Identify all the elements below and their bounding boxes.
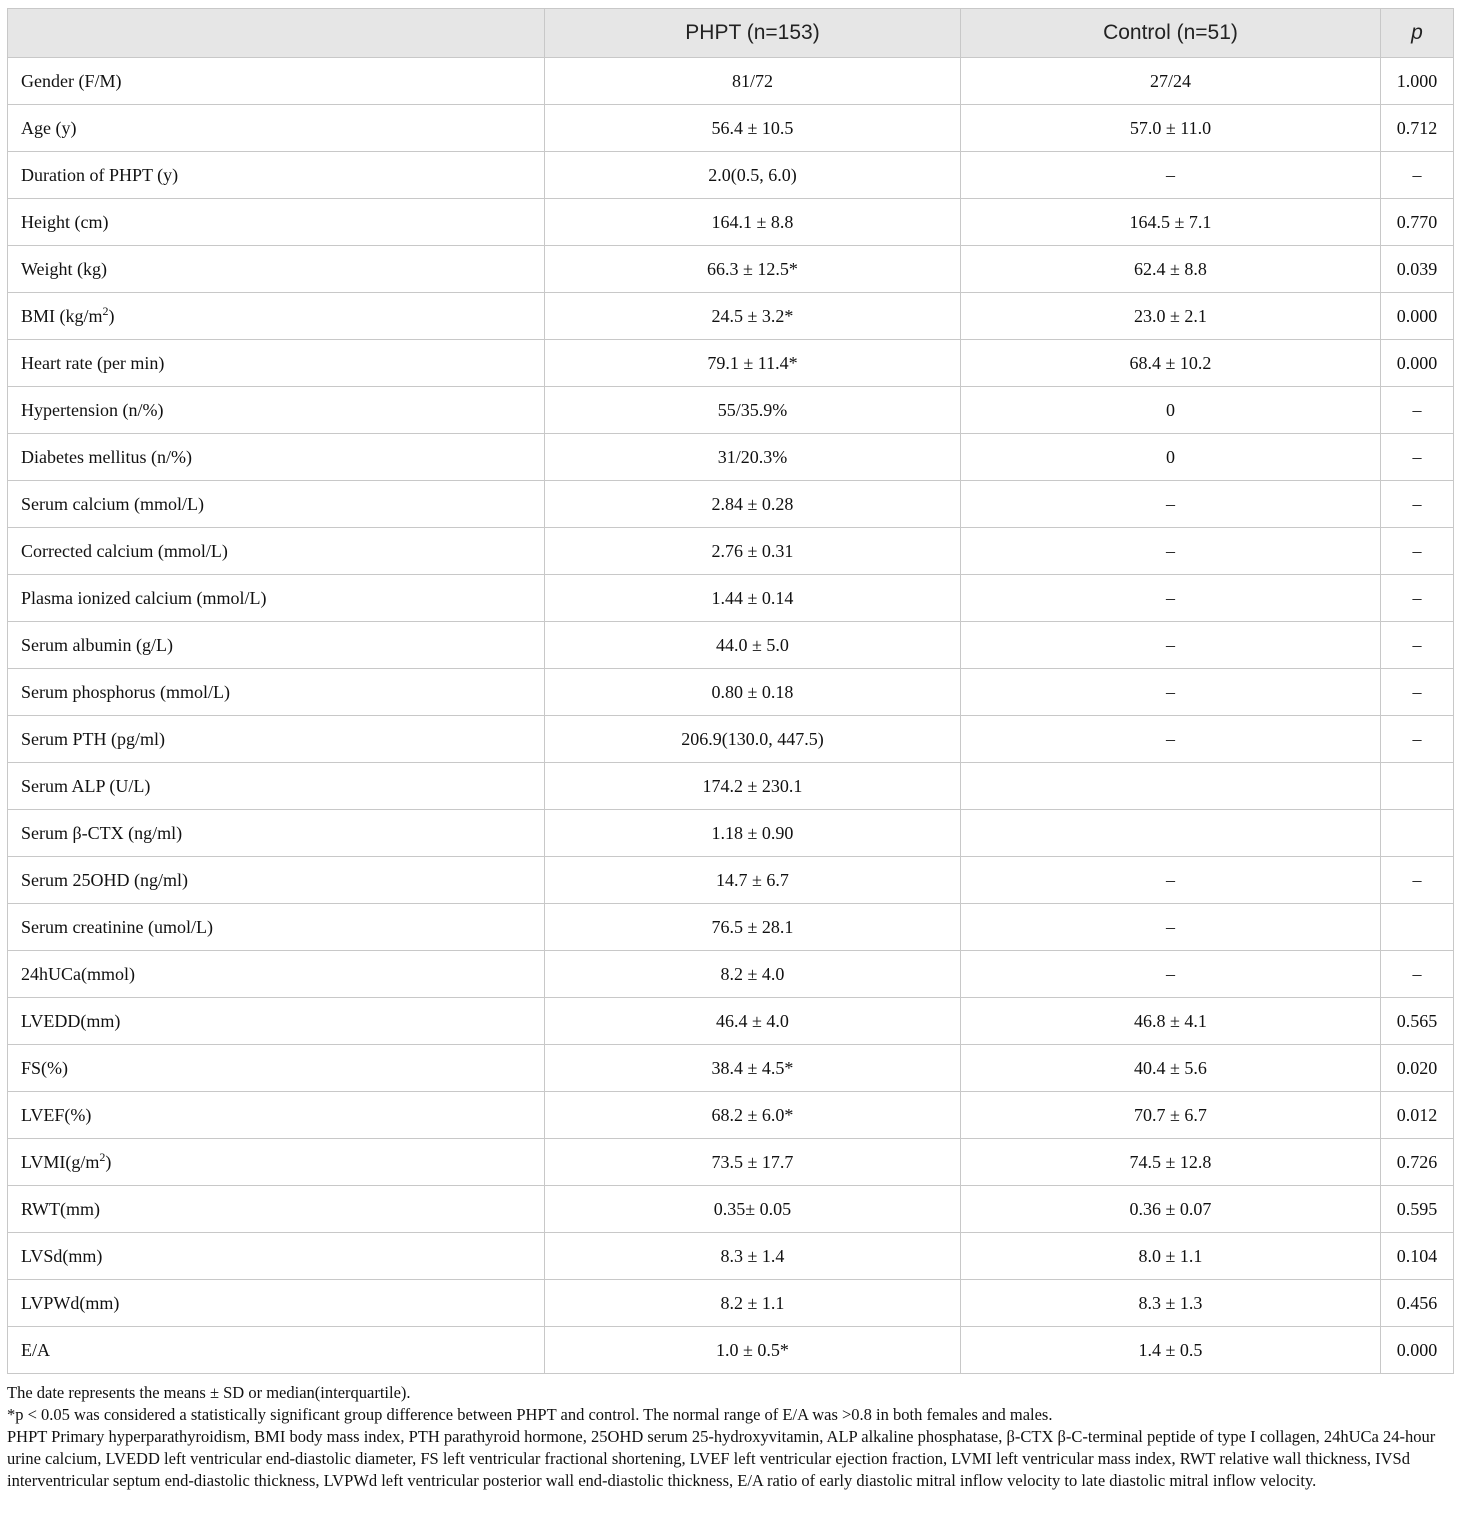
row-label-text: FS(%) (21, 1057, 69, 1078)
row-label-text: LVMI(g/m (21, 1151, 100, 1172)
p-value: – (1381, 481, 1454, 528)
header-control: Control (n=51) (961, 9, 1381, 58)
table-row (8, 528, 1454, 575)
phpt-value: 56.4 ± 10.5 (545, 105, 961, 152)
control-value: 46.8 ± 4.1 (961, 998, 1381, 1045)
row-label (8, 1092, 545, 1139)
row-label (8, 1186, 545, 1233)
control-value: – (961, 481, 1381, 528)
row-label (8, 951, 545, 998)
table-row (8, 246, 1454, 293)
p-value: – (1381, 951, 1454, 998)
phpt-value: 79.1 ± 11.4* (545, 340, 961, 387)
table-row (8, 340, 1454, 387)
row-label (8, 293, 545, 340)
p-value (1381, 810, 1454, 857)
row-label-text: Serum phosphorus (mmol/L) (21, 681, 230, 702)
header-variable (8, 9, 545, 58)
row-label-text: Gender (F/M) (21, 70, 122, 91)
phpt-value: 0.80 ± 0.18 (545, 669, 961, 716)
phpt-value: 1.18 ± 0.90 (545, 810, 961, 857)
row-label (8, 1327, 545, 1374)
table-row (8, 58, 1454, 105)
phpt-value: 2.0(0.5, 6.0) (545, 152, 961, 199)
control-value: 0 (961, 387, 1381, 434)
table-row (8, 998, 1454, 1045)
row-label (8, 199, 545, 246)
row-label-text: Serum calcium (mmol/L) (21, 493, 204, 514)
p-value: – (1381, 857, 1454, 904)
phpt-value: 66.3 ± 12.5* (545, 246, 961, 293)
phpt-value: 2.84 ± 0.28 (545, 481, 961, 528)
row-label (8, 105, 545, 152)
table-row (8, 105, 1454, 152)
control-value: 0.36 ± 0.07 (961, 1186, 1381, 1233)
table-row (8, 434, 1454, 481)
table-row (8, 1280, 1454, 1327)
control-value: 62.4 ± 8.8 (961, 246, 1381, 293)
table-row (8, 763, 1454, 810)
phpt-value: 206.9(130.0, 447.5) (545, 716, 961, 763)
control-value: – (961, 575, 1381, 622)
phpt-value: 24.5 ± 3.2* (545, 293, 961, 340)
control-value: 70.7 ± 6.7 (961, 1092, 1381, 1139)
row-label-text: Hypertension (n/%) (21, 399, 164, 420)
row-label (8, 340, 545, 387)
p-value: – (1381, 622, 1454, 669)
phpt-value: 8.2 ± 1.1 (545, 1280, 961, 1327)
table-row (8, 810, 1454, 857)
control-value: – (961, 669, 1381, 716)
p-value: – (1381, 575, 1454, 622)
phpt-value: 46.4 ± 4.0 (545, 998, 961, 1045)
row-label-text: BMI (kg/m (21, 305, 103, 326)
row-label-text: Serum 25OHD (ng/ml) (21, 869, 188, 890)
table-row (8, 575, 1454, 622)
control-value: 0 (961, 434, 1381, 481)
p-value: – (1381, 528, 1454, 575)
phpt-value: 8.2 ± 4.0 (545, 951, 961, 998)
control-value (961, 763, 1381, 810)
phpt-value: 31/20.3% (545, 434, 961, 481)
p-value: 0.726 (1381, 1139, 1454, 1186)
p-value: 0.000 (1381, 293, 1454, 340)
row-label (8, 1045, 545, 1092)
row-label-superscript: 2 (102, 303, 109, 318)
control-value: 57.0 ± 11.0 (961, 105, 1381, 152)
phpt-value: 44.0 ± 5.0 (545, 622, 961, 669)
table-row (8, 1233, 1454, 1280)
control-value: 40.4 ± 5.6 (961, 1045, 1381, 1092)
phpt-value: 38.4 ± 4.5* (545, 1045, 961, 1092)
table-row (8, 857, 1454, 904)
phpt-value: 76.5 ± 28.1 (545, 904, 961, 951)
row-label-text: Serum ALP (U/L) (21, 775, 151, 796)
row-label-text: Serum creatinine (umol/L) (21, 916, 213, 937)
row-label (8, 1280, 545, 1327)
phpt-value: 2.76 ± 0.31 (545, 528, 961, 575)
control-value: 8.3 ± 1.3 (961, 1280, 1381, 1327)
phpt-value: 55/35.9% (545, 387, 961, 434)
row-label (8, 763, 545, 810)
phpt-value: 73.5 ± 17.7 (545, 1139, 961, 1186)
p-value: 0.104 (1381, 1233, 1454, 1280)
row-label-text: Corrected calcium (mmol/L) (21, 540, 228, 561)
row-label-text: RWT(mm) (21, 1198, 100, 1219)
p-value: – (1381, 152, 1454, 199)
phpt-value: 14.7 ± 6.7 (545, 857, 961, 904)
p-value: – (1381, 434, 1454, 481)
row-label-text: Height (cm) (21, 211, 109, 232)
p-value: 0.012 (1381, 1092, 1454, 1139)
control-value: 1.4 ± 0.5 (961, 1327, 1381, 1374)
control-value: 23.0 ± 2.1 (961, 293, 1381, 340)
row-label (8, 904, 545, 951)
p-value: 0.770 (1381, 199, 1454, 246)
row-label (8, 58, 545, 105)
phpt-value: 68.2 ± 6.0* (545, 1092, 961, 1139)
row-label-text: E/A (21, 1339, 50, 1360)
table-row (8, 152, 1454, 199)
control-value: 74.5 ± 12.8 (961, 1139, 1381, 1186)
table-row (8, 293, 1454, 340)
row-label-text: LVSd(mm) (21, 1245, 103, 1266)
row-label (8, 1233, 545, 1280)
row-label-text: Weight (kg) (21, 258, 108, 279)
row-label-text: Serum β-CTX (ng/ml) (21, 822, 183, 843)
control-value (961, 810, 1381, 857)
table-row (8, 1327, 1454, 1374)
p-value: 0.000 (1381, 1327, 1454, 1374)
row-label (8, 998, 545, 1045)
row-label (8, 434, 545, 481)
row-label-text: 24hUCa(mmol) (21, 963, 135, 984)
footnote-abbreviations: PHPT Primary hyperparathyroidism, BMI body mass index, PTH parathyroid hormone, 25OHD serum 25-hydroxyvitamin, ALP alkaline phosphatase, β-CTX β-C-terminal peptide of type I collagen, 24hUCa 24-hour urine calcium, LVEDD left ventricular end-diastolic diameter, FS left ventricular fractional shortening, LVEF left ventricular ejection fraction, LVMI left ventricular mass index, RWT relative wall thickness, IVSd interventricular septum end-diastolic thickness, LVPWd left ventricular posterior wall end-diastolic thickness, E/A ratio of early diastolic mitral inflow velocity to late diastolic mitral inflow velocity. (7, 1427, 1436, 1490)
row-label-text: Plasma ionized calcium (mmol/L) (21, 587, 267, 608)
row-label-text: Diabetes mellitus (n/%) (21, 446, 192, 467)
control-value: – (961, 528, 1381, 575)
p-value: 0.456 (1381, 1280, 1454, 1327)
phpt-value: 8.3 ± 1.4 (545, 1233, 961, 1280)
phpt-value: 1.0 ± 0.5* (545, 1327, 961, 1374)
table-row (8, 387, 1454, 434)
table-row (8, 716, 1454, 763)
control-value: 8.0 ± 1.1 (961, 1233, 1381, 1280)
row-label (8, 1139, 545, 1186)
row-label (8, 716, 545, 763)
header-phpt: PHPT (n=153) (545, 9, 961, 58)
row-label (8, 669, 545, 716)
row-label (8, 246, 545, 293)
p-value (1381, 763, 1454, 810)
row-label-suffix: ) (105, 1151, 112, 1172)
header-row (8, 9, 1454, 58)
control-value: 68.4 ± 10.2 (961, 340, 1381, 387)
control-value: – (961, 904, 1381, 951)
control-value: – (961, 152, 1381, 199)
table-row (8, 1186, 1454, 1233)
p-value: – (1381, 716, 1454, 763)
row-label (8, 857, 545, 904)
table-row (8, 481, 1454, 528)
table-row (8, 669, 1454, 716)
row-label-text: LVPWd(mm) (21, 1292, 120, 1313)
p-value: 0.000 (1381, 340, 1454, 387)
row-label-text: Age (y) (21, 117, 77, 138)
table-header (8, 9, 1454, 58)
control-value: – (961, 716, 1381, 763)
row-label (8, 810, 545, 857)
table-row (8, 1045, 1454, 1092)
control-value: – (961, 951, 1381, 998)
row-label-text: LVEDD(mm) (21, 1010, 121, 1031)
phpt-value: 81/72 (545, 58, 961, 105)
row-label (8, 387, 545, 434)
phpt-value: 0.35± 0.05 (545, 1186, 961, 1233)
p-value: 0.595 (1381, 1186, 1454, 1233)
control-value: – (961, 622, 1381, 669)
row-label (8, 622, 545, 669)
table-row (8, 904, 1454, 951)
table-row (8, 199, 1454, 246)
row-label-superscript: 2 (99, 1149, 106, 1164)
footnote-significance: *p < 0.05 was considered a statistically significant group difference between PHPT and control. The normal range of E/A was >0.8 in both females and males. (7, 1405, 1053, 1424)
control-value: 164.5 ± 7.1 (961, 199, 1381, 246)
control-value: 27/24 (961, 58, 1381, 105)
table-row (8, 951, 1454, 998)
p-value: 1.000 (1381, 58, 1454, 105)
row-label (8, 528, 545, 575)
p-value: – (1381, 669, 1454, 716)
control-value: – (961, 857, 1381, 904)
row-label (8, 481, 545, 528)
row-label-text: Duration of PHPT (y) (21, 164, 179, 185)
footnote-data-description: The date represents the means ± SD or median(interquartile). (7, 1383, 411, 1402)
p-value: 0.020 (1381, 1045, 1454, 1092)
table-body (8, 58, 1454, 1374)
row-label (8, 575, 545, 622)
row-label-suffix: ) (108, 305, 115, 326)
comparison-table (7, 8, 1454, 1374)
row-label (8, 152, 545, 199)
p-value (1381, 904, 1454, 951)
header-p-value: p (1381, 9, 1454, 58)
p-value: – (1381, 387, 1454, 434)
row-label-text: Serum PTH (pg/ml) (21, 728, 165, 749)
p-value: 0.712 (1381, 105, 1454, 152)
row-label-text: Heart rate (per min) (21, 352, 165, 373)
table-row (8, 622, 1454, 669)
phpt-value: 174.2 ± 230.1 (545, 763, 961, 810)
phpt-value: 164.1 ± 8.8 (545, 199, 961, 246)
table-row (8, 1092, 1454, 1139)
data-table-container (7, 8, 1453, 1374)
table-footnotes (7, 1382, 1453, 1492)
phpt-value: 1.44 ± 0.14 (545, 575, 961, 622)
p-value: 0.039 (1381, 246, 1454, 293)
table-row (8, 1139, 1454, 1186)
p-value: 0.565 (1381, 998, 1454, 1045)
row-label-text: Serum albumin (g/L) (21, 634, 173, 655)
row-label-text: LVEF(%) (21, 1104, 92, 1125)
